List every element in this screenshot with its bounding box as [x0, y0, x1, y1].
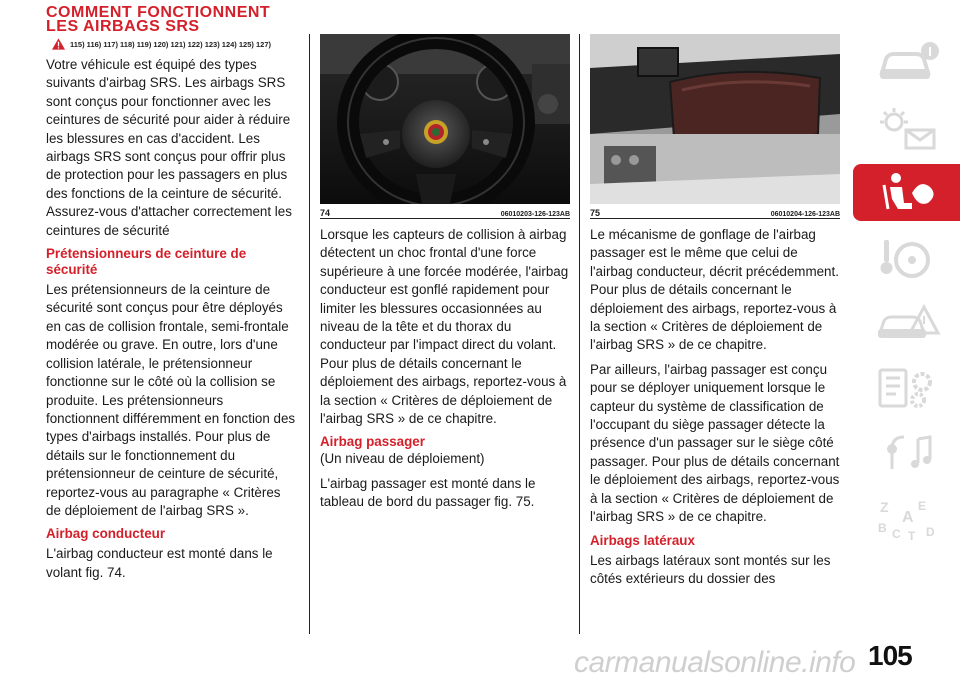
passenger-classification-paragraph: Par ailleurs, l'airbag passager est conçu pour se déployer uniquement lorsque le capteur du système de classification de l'occupant du siège passager détecte la présence d'un passager sur le siège côté passager. Pour plus de détails concernant le déploiement des airbags, reportez-vous à la section « Critères de déploiement de l'airbag SRS » de ce chapitre.: [590, 361, 840, 525]
dashboard-lights-icon: [872, 104, 942, 152]
svg-text:E: E: [917, 498, 926, 513]
section-title: COMMENT FONCTIONNENT LES AIRBAGS SRS: [46, 4, 271, 35]
warning-references: [52, 38, 298, 50]
watermark: carmanualsonline.info: [574, 646, 856, 678]
column-3: [590, 0, 840, 594]
tab-safety-airbag[interactable]: [853, 164, 960, 221]
tab-dashboard-lights[interactable]: [853, 99, 960, 156]
side-airbags-heading: Airbags latéraux: [590, 532, 695, 548]
pretensioner-heading: Prétensionneurs de ceinture de sécurité: [46, 246, 247, 278]
svg-text:D: D: [925, 524, 935, 539]
figure-74-caption: [320, 204, 570, 219]
warning-triangle-icon: [52, 38, 65, 50]
intro-paragraph: Votre véhicule est équipé des types suivants d'airbag SRS. Les airbags SRS sont conçus pour fonctionner avec les ceintures de sécurité pour aider à réduire les blessures en cas d'accident. Les airbags SRS sont conçus pour offrir plus de protection pour les passagers en plus des fonctions de la ceinture de sécurité. Assurez-vous d'attacher correctement les ceintures de sécurité: [46, 57, 292, 238]
figure-74-number: 74: [320, 208, 331, 218]
svg-text:T: T: [907, 528, 915, 542]
multimedia-icon: [872, 429, 942, 477]
figure-74-steering-wheel: [320, 34, 570, 204]
figure-75-code: 06010204-126-123AB: [770, 211, 840, 218]
side-airbags-paragraph: Les airbags latéraux sont montés sur les côtés extérieurs du dossier des: [590, 552, 831, 586]
figure-75-number: 75: [590, 208, 601, 218]
passenger-inflation-paragraph: Le mécanisme de gonflage de l'airbag passager est le même que celui de l'airbag conducteur, décrit précédemment. Pour plus de détails concernant le déploiement des airbags, reportez-vous à la section « Critères de déploiement de l'airbag SRS » de ce chapitre.: [590, 227, 839, 353]
column-2: [320, 0, 570, 518]
pretensioner-paragraph: Les prétensionneurs de la ceinture de sécurité sont conçus pour être déployés en cas de collision frontale, semi-frontale modérée ou grave. En outre, lors d'une collision latérale, le prétensionneur fonctionne sur le côté où la collision se produite. Les prétensionneurs fonctionnent différemment en fonction des types d'airbags installés. Pour plus de détails sur le fonctionnement du prétensionneur de ceinture de sécurité, reportez-vous au paragraphe « Critères de déploiement de l'airbag SRS ».: [46, 282, 296, 518]
passenger-airbag-heading: Airbag passager: [320, 434, 425, 450]
tab-multimedia[interactable]: [853, 424, 960, 481]
tab-starting-driving[interactable]: [853, 229, 960, 286]
svg-text:Z: Z: [879, 498, 889, 515]
chapter-tabs: [853, 34, 960, 554]
figure-75-passenger-dashboard: [590, 34, 840, 204]
car-breakdown-icon: [872, 299, 942, 347]
passenger-airbag-photo: [590, 34, 840, 204]
steering-wheel-key-icon: [872, 234, 942, 282]
svg-text:A: A: [901, 508, 914, 526]
column-1: [46, 6, 298, 588]
alphabetical-index-icon: [872, 494, 942, 542]
figure-75-caption: [590, 204, 840, 219]
driver-airbag-deployment-paragraph: Lorsque les capteurs de collision à airbag détectent un choc frontal d'une force supérieure à une forcée modérée, l'airbag conducteur est gonflé rapidement pour limiter les blessures occasionnées au niveau de la tête et du thorax du conducteur par l'impact direct du volant. Pour plus de détails concernant le déploiement des airbags, reportez-vous à la section « Critères de déploiement de l'airbag SRS » de ce chapitre.: [320, 227, 569, 427]
column-divider: [309, 34, 310, 634]
passenger-airbag-paragraph: L'airbag passager est monté dans le tableau de bord du passager fig. 75.: [320, 475, 536, 510]
svg-text:C: C: [891, 526, 901, 541]
car-info-icon: [872, 39, 942, 87]
tab-emergency[interactable]: [853, 294, 960, 351]
page-number: 105: [868, 640, 912, 671]
warning-refs-text: 115) 116) 117) 118) 119) 120) 121) 122) 123) 124) 125) 127): [70, 39, 271, 49]
tab-index[interactable]: [853, 489, 960, 546]
driver-airbag-paragraph: L'airbag conducteur est monté dans le volant fig. 74.: [46, 546, 273, 580]
steering-wheel-photo: [320, 34, 570, 204]
column-divider: [579, 34, 580, 634]
seat-airbag-icon: [872, 169, 942, 217]
maintenance-gears-icon: [872, 364, 942, 412]
svg-text:B: B: [877, 520, 887, 535]
figure-74-code: 06010203-126-123AB: [500, 211, 570, 218]
tab-maintenance[interactable]: [853, 359, 960, 416]
driver-airbag-heading: Airbag conducteur: [46, 526, 166, 542]
passenger-airbag-subtitle: (Un niveau de déploiement): [320, 451, 485, 467]
tab-car-info[interactable]: [853, 34, 960, 91]
